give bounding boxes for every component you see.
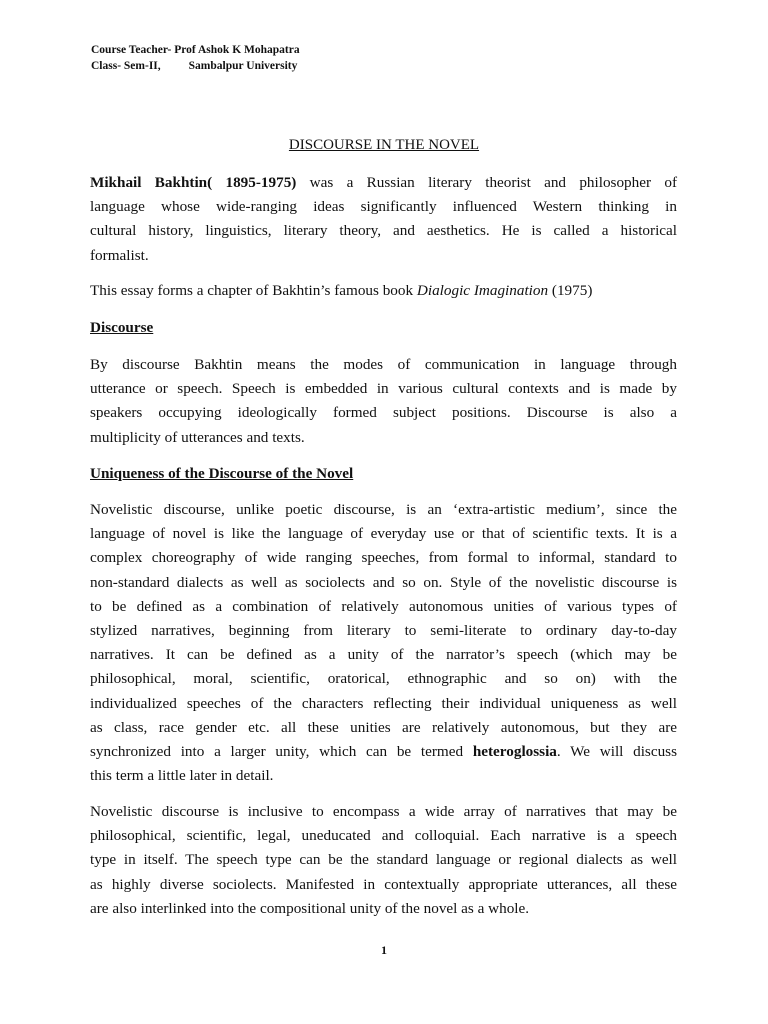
intro-paragraph — [90, 171, 677, 268]
class-line — [91, 58, 300, 74]
page-number: 1 — [381, 943, 387, 957]
paragraph-line: individualized speeches of the characters reflecting their individual uniqueness as well — [90, 694, 677, 712]
paragraph-line: this term a little later in detail. — [90, 767, 274, 785]
intro-line: cultural history, linguistics, literary theory, and aesthetics. He is called a historical — [90, 222, 677, 240]
author-name: Mikhail Bakhtin( 1895-1975) — [90, 174, 297, 191]
paragraph-line: speakers occupying ideologically formed subject positions. Discourse is also a — [90, 404, 677, 422]
paragraph-line: philosophical, scientific, legal, uneducated and colloquial. Each narrative is a speech — [90, 827, 677, 845]
paragraph-line: multiplicity of utterances and texts. — [90, 428, 305, 446]
paragraph-line: stylized narratives, beginning from literary to semi-literate to ordinary day-to-day — [90, 622, 677, 640]
uniqueness-paragraph-1 — [90, 498, 677, 788]
paragraph-line: as highly diverse sociolects. Manifested in contextually appropriate utterances, all these — [90, 875, 677, 893]
paragraph-line: narratives. It can be defined as a unity of the narrator’s speech (which may be — [90, 646, 677, 664]
class-label: Class- Sem-II, — [91, 60, 161, 72]
paragraph-line: type in itself. The speech type can be the standard language or regional dialects as well — [90, 851, 677, 869]
course-header — [91, 42, 300, 74]
paragraph-line: By discourse Bakhtin means the modes of communication in language through — [90, 356, 677, 373]
paragraph-line: as class, race gender etc. all these unities are relatively autonomous, but they are — [90, 718, 677, 736]
paragraph-line: philosophical, moral, scientific, oratorical, ethnographic and so on) with the — [90, 670, 677, 688]
heteroglossia-term: heteroglossia — [472, 743, 557, 761]
paragraph-line: Novelistic discourse, unlike poetic discourse, is an ‘extra-artistic medium’, since the — [90, 501, 677, 518]
paragraph-line: complex choreography of wide ranging speeches, from formal to informal, standard to — [90, 549, 677, 567]
essay-note — [90, 279, 677, 303]
uniqueness-heading: Uniqueness of the Discourse of the Novel — [90, 465, 354, 482]
paragraph-line: Novelistic discourse is inclusive to encompass a wide array of narratives that may be — [90, 803, 677, 820]
university-label: Sambalpur University — [188, 60, 298, 72]
intro-line: formalist. — [90, 246, 149, 264]
uniqueness-paragraph-2 — [90, 800, 677, 921]
course-teacher-line: Course Teacher- Prof Ashok K Mohapatra — [91, 44, 300, 56]
page-title: DISCOURSE IN THE NOVEL — [288, 137, 480, 153]
essay-note-line: This essay forms a chapter of Bakhtin’s famous book Dialogic Imagination (1975) — [90, 282, 593, 299]
paragraph-line: language of novel is like the language of everyday use or that of scientific texts. It is a — [90, 525, 677, 543]
paragraph-line: non-standard dialects as well as sociolects and so on. Style of the novelistic discourse is — [90, 573, 677, 591]
paragraph-line: to be defined as a combination of relatively autonomous unities of various types of — [90, 597, 677, 615]
intro-line: language whose wide-ranging ideas significantly influenced Western thinking in — [90, 198, 677, 216]
paragraph-line: synchronized into a larger unity, which can be termed heteroglossia. We will discuss — [90, 743, 677, 761]
discourse-heading: Discourse — [90, 319, 154, 336]
paragraph-line: are also interlinked into the compositional unity of the novel as a whole. — [90, 899, 530, 917]
intro-line: Mikhail Bakhtin( 1895-1975) was a Russian literary theorist and philosopher of — [90, 174, 678, 191]
discourse-paragraph — [90, 353, 677, 450]
paragraph-line: utterance or speech. Speech is embedded in various cultural contexts and is made by — [90, 380, 677, 398]
book-title: Dialogic Imagination — [416, 282, 549, 299]
